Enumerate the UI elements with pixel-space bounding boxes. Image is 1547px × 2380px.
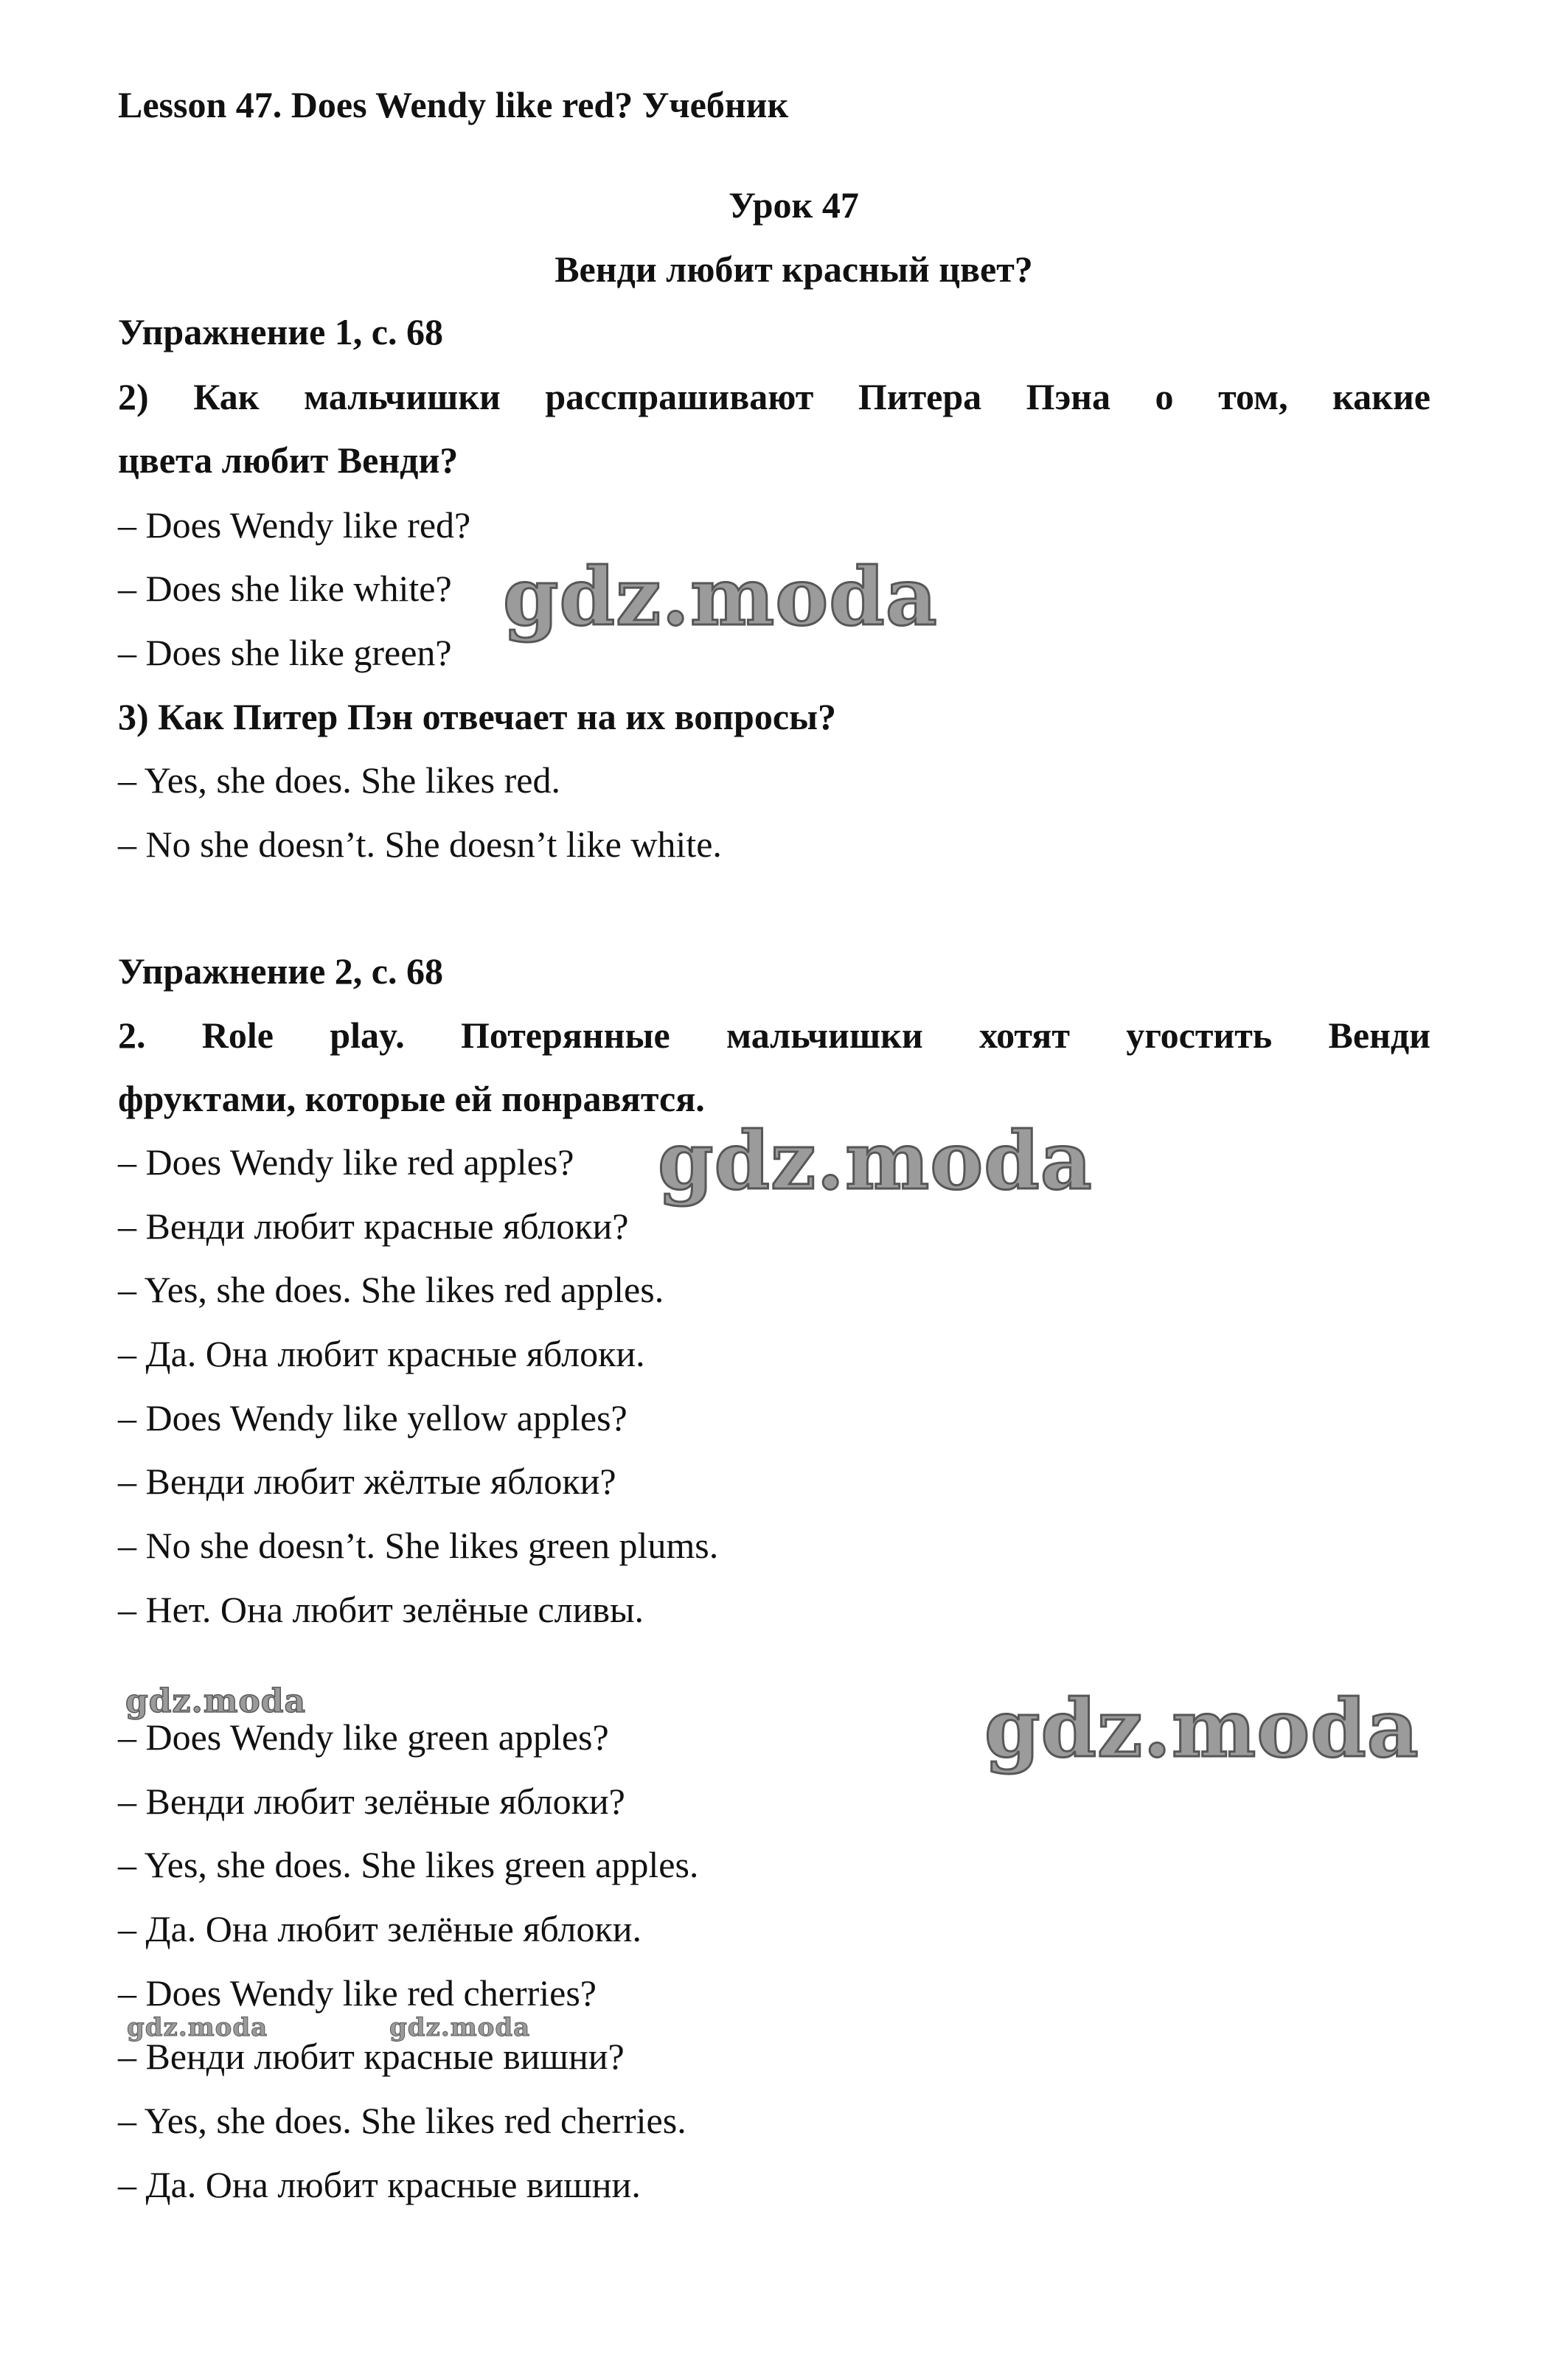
watermark: gdz.moda [984,1683,1419,1775]
dialogue-line: – Да. Она любит красные яблоки. [118,1333,645,1374]
dialogue-line: – Does Wendy like red cherries? [118,1972,597,2014]
dialogue-line: – Нет. Она любит зелёные сливы. [118,1589,644,1630]
lesson-title: Lesson 47. Does Wendy like red? Учебник [118,84,789,125]
dialogue-line: – No she doesn’t. She likes green plums. [118,1525,719,1566]
dialogue-line: – Венди любит зелёные яблоки? [118,1781,625,1822]
dialogue-line: – Венди любит жёлтые яблоки? [118,1461,616,1502]
dialogue-line: – Does Wendy like red apples? [118,1141,574,1183]
exercise-2-heading: Упражнение 2, с. 68 [118,950,443,992]
dialogue-line: – Does Wendy like yellow apples? [118,1397,628,1438]
watermark: gdz.moda [658,1115,1093,1208]
exercise-1-question: – Does she like green? [118,632,452,673]
dialogue-line: – Yes, she does. She likes green apples. [118,1844,699,1885]
exercise-1-task-2-line-2: цвета любит Венди? [118,439,459,481]
watermark: gdz.moda [389,2013,531,2042]
exercise-1-task-2-line-1: 2) Как мальчишки расспрашивают Питера Пэна о том, какие [118,376,1430,417]
dialogue-line: – Да. Она любит красные вишни. [118,2164,641,2205]
dialogue-line: – Венди любит красные вишни? [118,2036,625,2077]
exercise-1-question: – Does she like white? [118,568,452,609]
watermark: gdz.moda [503,551,938,644]
exercise-2-task-line-1: 2. Role play. Потерянные мальчишки хотят угостить Венди [118,1015,1430,1056]
lesson-number: Урок 47 [729,184,859,226]
dialogue-line: – Does Wendy like green apples? [118,1716,609,1758]
watermark: gdz.moda [125,1683,307,1720]
exercise-1-question: – Does Wendy like red? [118,504,471,546]
exercise-1-answer: – No she doesn’t. She doesn’t like white. [118,824,722,865]
dialogue-line: – Yes, she does. She likes red apples. [118,1269,664,1310]
exercise-1-task-3: 3) Как Питер Пэн отвечает на их вопросы? [118,696,837,737]
exercise-1-answer: – Yes, she does. She likes red. [118,759,560,801]
watermark: gdz.moda [127,2013,268,2042]
lesson-subtitle: Венди любит красный цвет? [555,248,1033,290]
dialogue-line: – Yes, she does. She likes red cherries. [118,2100,686,2141]
dialogue-line: – Да. Она любит зелёные яблоки. [118,1908,642,1949]
exercise-1-heading: Упражнение 1, с. 68 [118,311,443,352]
exercise-2-task-line-2: фруктами, которые ей понравятся. [118,1078,705,1119]
dialogue-line: – Венди любит красные яблоки? [118,1205,629,1247]
